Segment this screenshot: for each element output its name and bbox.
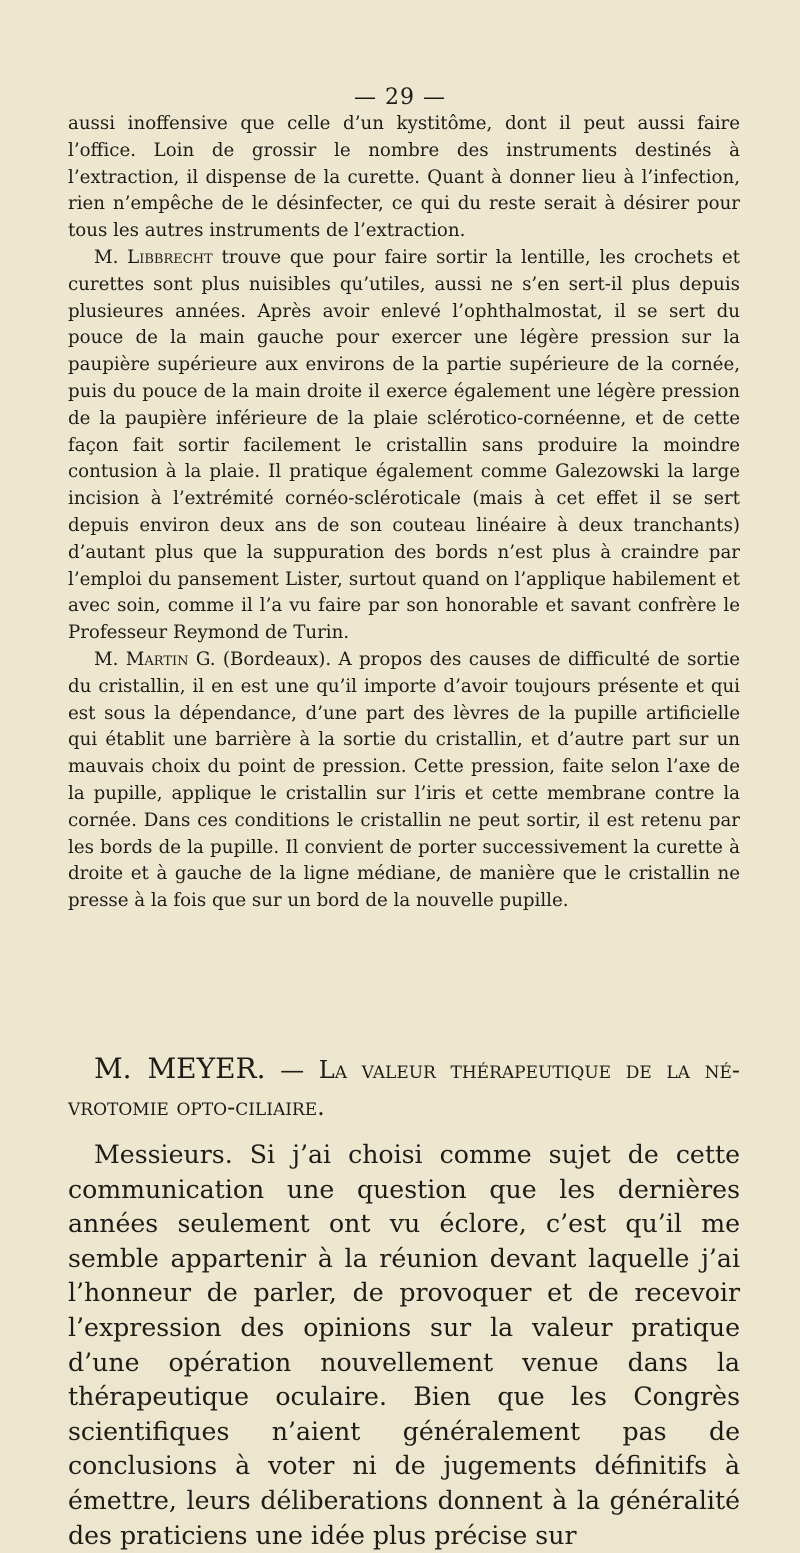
body-text xyxy=(68,111,740,915)
speaker-name-martin: M. Martin G. xyxy=(94,648,216,670)
section-title: — La valeur thérapeutique de la névrotomie opto-ciliaire. xyxy=(68,1056,740,1121)
paragraph-martin-text: (Bordeaux). A propos des causes de difficulté de sortie du cristallin, il en est une qu’il importe d’avoir toujours présente et qui est sous la dépendance, d’une part des lèvres de la pupille artificielle qui établit une barrière à la sortie du cristallin, et d’autre part sur un mauvais choix du point de pression. Cette pression, faite selon l’axe de la pupille, applique le cristallin sur l’iris et cette membrane contre la cornée. Dans ces conditions le cristallin ne peut sortir, il est retenu par les bords de la pupille. Il convient de porter successivement la curette à droite et à gauche de la ligne médiane, de manière que le cristallin ne presse à la fois que sur un bord de la nouvelle pupille. xyxy=(68,648,740,912)
paragraph-libbrecht-text: trouve que pour faire sortir la lentille, les crochets et curettes sont plus nuisibles qu’utiles, aussi ne s’en sert-il plus depuis plusieures années. Après avoir enlevé l’ophthalmostat, il se sert du pouce de la main gauche pour exercer une légère pression sur la paupière supérieure aux environs de la partie supérieure de la cornée, puis du pouce de la main droite il exerce également une légère pression de la paupière inférieure de la plaie sclérotico-cornéenne, et de cette façon fait sortir facilement le cristallin sans produire la moindre contusion à la plaie. Il pratique également comme Galezowski la large incision à l’extrémité cornéo-scléroticale (mais à cet effet il se sert depuis environ deux ans de son couteau linéaire à deux tranchants) d’autant plus que la suppuration des bords n’est plus à craindre par l’emploi du pansement Lister, surtout quand on l’applique habilement et avec soin, comme il l’a vu faire par son honorable et savant confrère le Professeur Reymond de Turin. xyxy=(68,246,740,644)
paragraph-martin xyxy=(68,647,740,915)
paragraph-continuation: aussi inoffensive que celle d’un kystitôme, dont il peut aussi faire l’office. Loin de grossir le nombre des instruments destinés à l’extraction, il dispense de la curette. Quant à donner lieu à l’infection, rien n’empêche de le désinfecter, ce qui du reste serait à désirer pour tous les autres instruments de l’extraction. xyxy=(68,113,740,242)
section-heading xyxy=(68,1050,740,1126)
speaker-name-libbrecht: M. Libbrecht xyxy=(94,246,213,268)
section-author: M. MEYER. xyxy=(94,1052,266,1085)
speech-text: Messieurs. Si j’ai choisi comme sujet de cette communication une question que les dernières années seulement ont vu éclore, c’est qu’il me semble appartenir à la réunion devant laquelle j’ai l’honneur de parler, de provoquer et de recevoir l’expression des opinions sur la valeur pratique d’une opération nouvellement venue dans la thérapeutique oculaire. Bien que les Congrès scientifiques n’aient généralement pas de conclusions à voter ni de jugements définitifs à émettre, leurs déliberations donnent à la généralité des praticiens une idée plus précise sur xyxy=(68,1140,740,1550)
paragraph-libbrecht xyxy=(68,245,740,647)
page-number: — 29 — xyxy=(354,85,446,110)
